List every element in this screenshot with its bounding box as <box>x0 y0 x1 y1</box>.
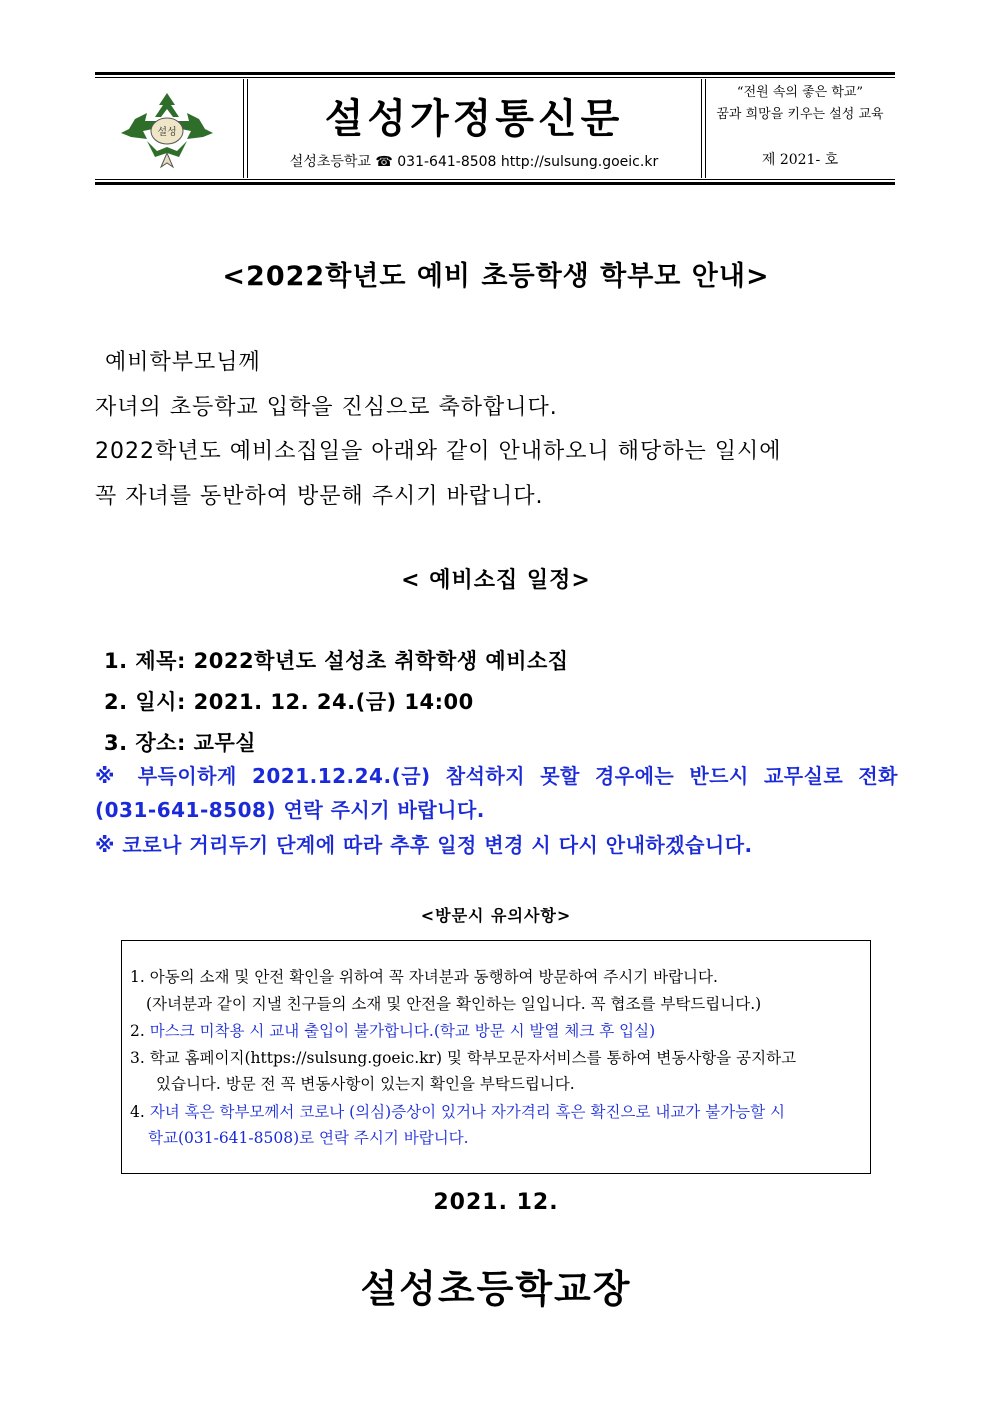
body-line: 2022학년도 예비소집일을 아래와 같이 안내하오니 해당하는 일시에 <box>95 439 782 464</box>
newsletter-title: 설성가정통신문 <box>324 96 624 142</box>
visit-note-line: 3. 학교 홈페이지(https://sulsung.goeic.kr) 및 학부모문자서비스를 통하여 변동사항을 공지하고 <box>130 1049 797 1067</box>
greeting: 예비학부모님께 <box>105 350 261 375</box>
schedule-item: 2. 일시: 2021. 12. 24.(금) 14:00 <box>104 690 474 714</box>
visit-note-line <box>130 1019 655 1041</box>
logo-text: 설성 <box>157 127 177 138</box>
visit-note-text: 자녀 혹은 학부모께서 코로나 (의심)증상이 있거나 자가격리 혹은 확진으로 내교가 불가능할 시 <box>149 1103 785 1121</box>
masthead-divider <box>243 79 244 178</box>
notice-line: ※ 코로나 거리두기 단계에 따라 추후 일정 변경 시 다시 안내하겠습니다. <box>95 833 753 857</box>
visit-notes-box <box>121 940 871 1174</box>
visit-note-line: (자녀분과 같이 지낼 친구들의 소재 및 안전을 확인하는 일입니다. 꼭 협조를 부탁드립니다.) <box>146 995 762 1013</box>
issue-number: 제 2021- 호 <box>761 152 839 168</box>
visit-note-line: 학교(031-641-8508)로 연락 주시기 바랍니다. <box>148 1129 469 1147</box>
slogan-line-1: “전원 속의 좋은 학교” <box>736 85 864 100</box>
masthead-rule-bottom <box>95 179 895 180</box>
page-title: <2022학년도 예비 초등학생 학부모 안내> <box>222 261 770 292</box>
schedule-title: < 예비소집 일정> <box>401 568 591 593</box>
visit-notes-title: <방문시 유의사항> <box>420 906 572 925</box>
slogan-line-2: 꿈과 희망을 키우는 설성 교육 <box>716 107 884 122</box>
schedule-item: 1. 제목: 2022학년도 설성초 취학학생 예비소집 <box>104 649 569 673</box>
body-line: 자녀의 초등학교 입학을 진심으로 축하합니다. <box>95 395 558 420</box>
visit-note-number: 4. <box>130 1103 150 1121</box>
newsletter-masthead <box>95 72 895 185</box>
school-contact: 설성초등학교 ☎ 031-641-8508 http://sulsung.goeic.kr <box>289 154 659 170</box>
schedule-item: 3. 장소: 교무실 <box>104 731 257 755</box>
masthead-rule-top <box>95 77 895 78</box>
document-date: 2021. 12. <box>433 1190 559 1215</box>
visit-note-text: 마스크 미착용 시 교내 출입이 불가합니다.(학교 방문 시 발열 체크 후 입실) <box>149 1022 656 1040</box>
notice-line: ※ 부득이하게 2021.12.24.(금) 참석하지 못할 경우에는 반드시 교무실로 전화 <box>95 764 898 788</box>
signature: 설성초등학교장 <box>360 1267 632 1311</box>
visit-note-number: 2. <box>130 1022 150 1040</box>
visit-note-line: 있습니다. 방문 전 꼭 변동사항이 있는지 확인을 부탁드립니다. <box>156 1075 575 1093</box>
visit-note-line <box>130 1100 785 1122</box>
visit-note-line: 1. 아동의 소재 및 안전 확인을 위하여 꼭 자녀분과 동행하여 방문하여 주시기 바랍니다. <box>130 968 718 986</box>
notice-line: (031-641-8508) 연락 주시기 바랍니다. <box>95 798 485 822</box>
school-logo-icon <box>117 91 217 171</box>
body-line: 꼭 자녀를 동반하여 방문해 주시기 바랍니다. <box>95 484 544 509</box>
